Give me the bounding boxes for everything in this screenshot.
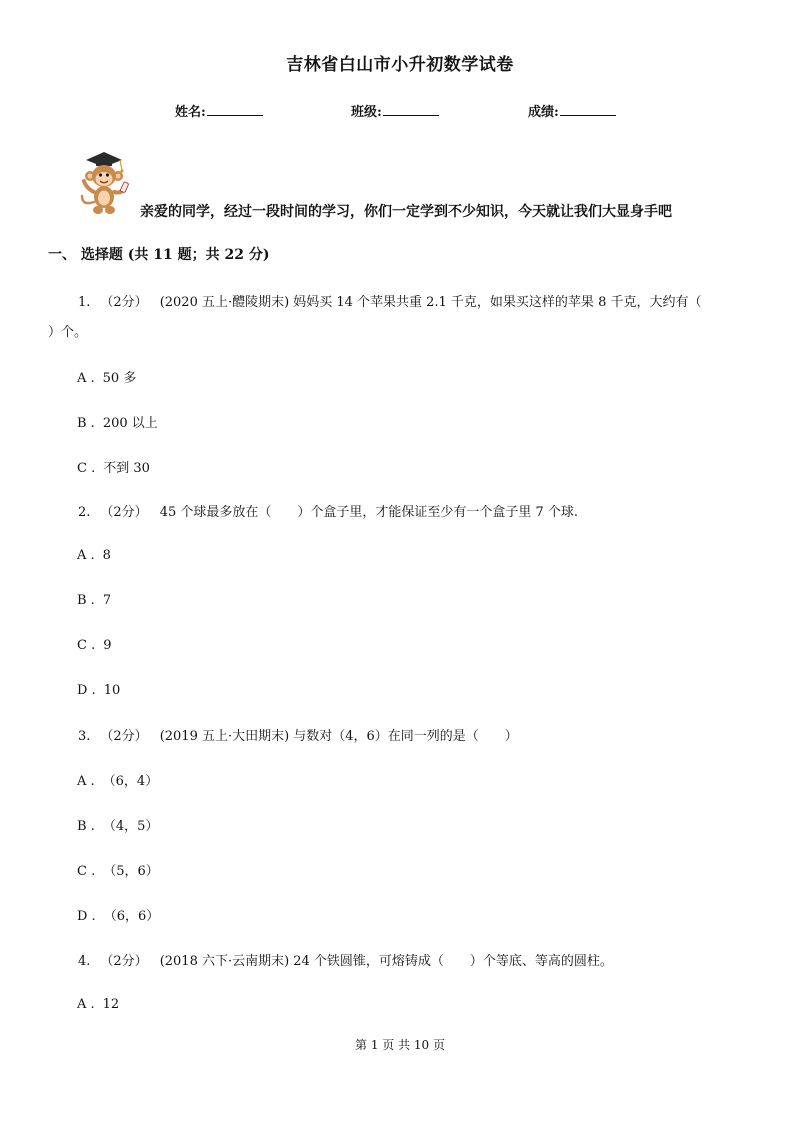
option-1b[interactable] bbox=[77, 412, 158, 431]
class-info bbox=[351, 101, 439, 120]
option-text: 8 bbox=[102, 548, 111, 563]
option-letter: B . bbox=[77, 593, 95, 608]
option-letter: A . bbox=[77, 371, 95, 386]
option-4a[interactable] bbox=[77, 997, 119, 1012]
question-source: (2018 六下·云南期末) bbox=[159, 954, 290, 969]
score-info bbox=[528, 101, 616, 120]
option-3d[interactable] bbox=[77, 905, 159, 924]
name-field[interactable] bbox=[175, 101, 263, 120]
question-points: （2分） bbox=[100, 729, 148, 744]
option-text: （6，6） bbox=[103, 909, 160, 924]
question-number: 4. bbox=[78, 954, 91, 969]
option-2b[interactable] bbox=[77, 593, 111, 608]
class-field[interactable] bbox=[351, 101, 439, 120]
option-letter: A . bbox=[77, 997, 95, 1012]
option-3c[interactable] bbox=[77, 860, 159, 879]
score-label: 成绩: bbox=[528, 105, 559, 120]
question-points: （2分） bbox=[100, 954, 148, 969]
name-blank[interactable] bbox=[207, 102, 263, 116]
option-1a[interactable] bbox=[77, 367, 136, 386]
option-letter: D . bbox=[77, 909, 96, 924]
question-number: 1. bbox=[78, 295, 91, 310]
question-4 bbox=[78, 950, 613, 969]
question-2 bbox=[78, 501, 578, 520]
question-text: 与数对（4，6）在同一列的是（ ） bbox=[293, 729, 518, 744]
question-1-continuation: ）个。 bbox=[48, 325, 88, 340]
question-source: (2019 五上·大田期末) bbox=[159, 729, 290, 744]
section-heading: 一、 选择题 (共 11 题；共 22 分) bbox=[48, 247, 270, 263]
option-2c[interactable] bbox=[77, 638, 112, 653]
class-blank[interactable] bbox=[383, 102, 439, 116]
question-points: （2分） bbox=[100, 505, 148, 520]
question-3 bbox=[78, 725, 518, 744]
option-letter: D . bbox=[77, 683, 96, 698]
option-text: 不到 30 bbox=[103, 461, 150, 476]
question-source: (2020 五上·醴陵期末) bbox=[159, 295, 290, 310]
mascot-monkey-icon bbox=[76, 148, 140, 218]
option-2a[interactable] bbox=[77, 548, 111, 563]
question-number: 2. bbox=[78, 505, 91, 520]
option-1c[interactable] bbox=[77, 457, 150, 476]
option-text: （6，4） bbox=[102, 774, 159, 789]
option-letter: A . bbox=[77, 774, 95, 789]
option-text: 50 多 bbox=[102, 371, 137, 386]
question-text: 妈妈买 14 个苹果共重 2.1 千克，如果买这样的苹果 8 千克，大约有（ bbox=[293, 295, 702, 310]
option-text: 12 bbox=[102, 997, 120, 1012]
option-text: 9 bbox=[103, 638, 112, 653]
score-field[interactable] bbox=[528, 101, 616, 120]
page-title: 吉林省白山市小升初数学试卷 bbox=[286, 55, 514, 75]
option-3a[interactable] bbox=[77, 770, 158, 789]
question-1 bbox=[78, 291, 701, 310]
option-letter: C . bbox=[77, 461, 96, 476]
option-letter: B . bbox=[77, 819, 95, 834]
student-info-row bbox=[175, 101, 263, 120]
greeting-text: 亲爱的同学，经过一段时间的学习，你们一定学到不少知识，今天就让我们大显身手吧 bbox=[140, 204, 672, 220]
question-points: （2分） bbox=[100, 295, 148, 310]
score-blank[interactable] bbox=[560, 102, 616, 116]
name-label: 姓名: bbox=[175, 105, 206, 120]
option-3b[interactable] bbox=[77, 815, 158, 834]
question-text: 45 个球最多放在（ ）个盒子里，才能保证至少有一个盒子里 7 个球. bbox=[159, 505, 579, 520]
option-letter: B . bbox=[77, 416, 95, 431]
option-text: 10 bbox=[103, 683, 121, 698]
option-letter: C . bbox=[77, 638, 96, 653]
page-footer: 第 1 页 共 10 页 bbox=[355, 1038, 445, 1052]
option-text: 7 bbox=[102, 593, 112, 608]
option-text: 200 以上 bbox=[102, 416, 158, 431]
option-2d[interactable] bbox=[77, 683, 120, 698]
question-number: 3. bbox=[78, 729, 91, 744]
question-text: 24 个铁圆锥，可熔铸成（ ）个等底、等高的圆柱。 bbox=[293, 954, 613, 969]
option-text: （5，6） bbox=[103, 864, 159, 879]
option-letter: C . bbox=[77, 864, 96, 879]
option-letter: A . bbox=[77, 548, 95, 563]
option-text: （4，5） bbox=[102, 819, 159, 834]
class-label: 班级: bbox=[351, 105, 382, 120]
